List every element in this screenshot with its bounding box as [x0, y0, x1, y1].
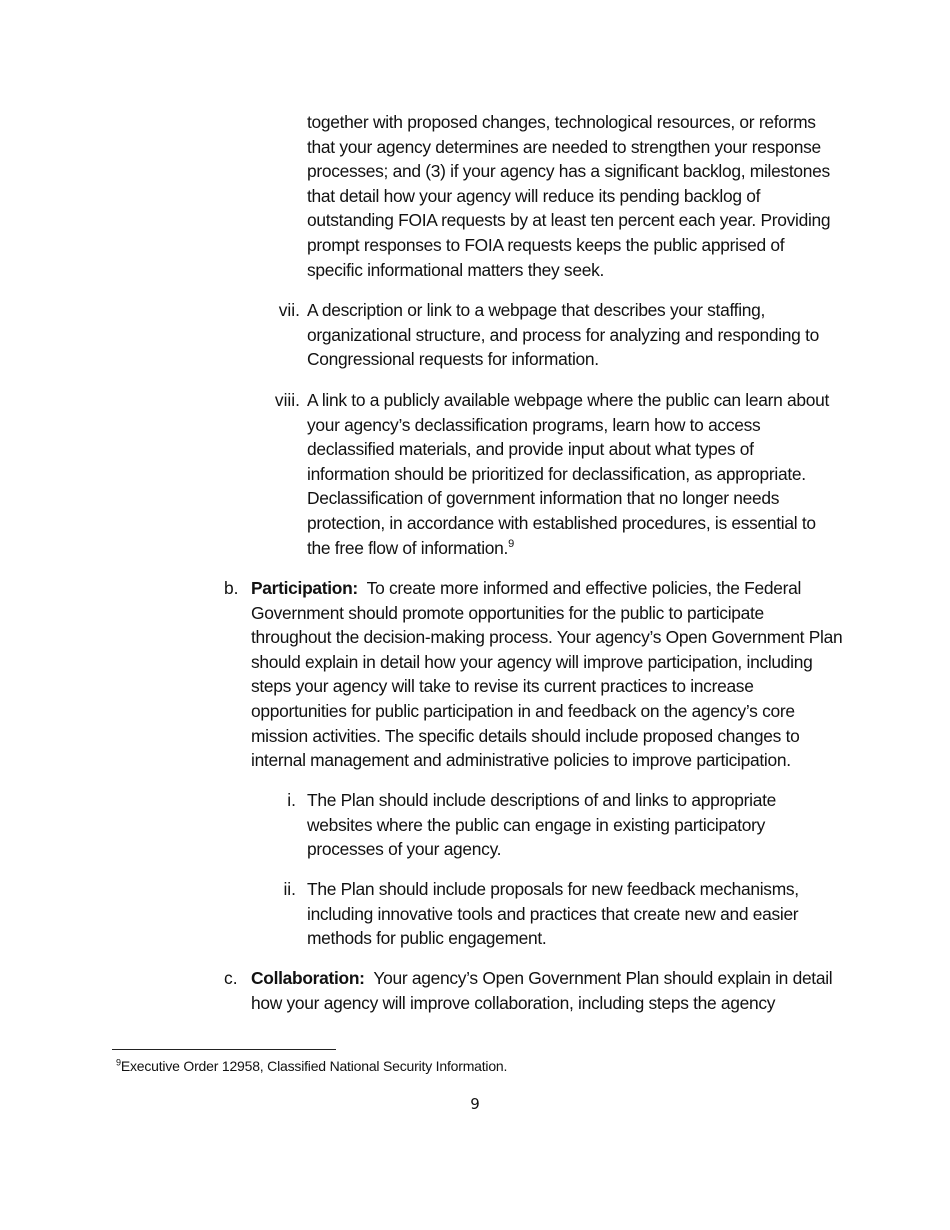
- continued-item-text: together with proposed changes, technological resources, or reforms that your agency determines are needed to strengthen your response processes; and (3) if your agency has a significant backlog, milestones that detail how your agency will reduce its pending backlog of outstanding FOIA requests by at least ten percent each year. Providing prompt responses to FOIA requests keeps the public apprised of specific informational matters they seek.: [307, 112, 831, 280]
- section-b-heading: Participation:: [251, 578, 358, 598]
- section-b-body: To create more informed and effective policies, the Federal Government should promote opportunities for the public to participate throughout the decision-making process. Your agency’s Open Government Plan should explain in detail how your agency will improve participation, including steps your agency will take to revise its current practices to increase opportunities for public participation in and feedback on the agency’s core mission activities. The specific details should include proposed changes to internal management and administrative policies to improve participation.: [251, 578, 843, 771]
- item-ii-marker: ii.: [283, 879, 296, 899]
- footnote-divider: [112, 1049, 336, 1050]
- section-c-heading: Collaboration:: [251, 968, 365, 988]
- section-b-marker: b.: [224, 578, 239, 598]
- item-i-text: The Plan should include descriptions of and links to appropriate websites where the public can engage in existing participatory processes of your agency.: [307, 790, 777, 860]
- section-c-marker: c.: [224, 968, 238, 988]
- footnote-ref-9[interactable]: 9: [508, 537, 514, 550]
- item-viii-marker: viii.: [274, 390, 300, 410]
- item-vii-marker: vii.: [278, 300, 300, 320]
- item-ii-text: The Plan should include proposals for new feedback mechanisms, including innovative tools and practices that create new and easier methods for public engagement.: [307, 879, 799, 949]
- footnote-number: 9: [116, 1057, 121, 1068]
- item-viii-body: A link to a publicly available webpage where the public can learn about your agency’s declassification programs, learn how to access declassified materials, and provide input about what types of information should be prioritized for declassification, as appropriate. Declassification of government information that no longer needs protection, in accordance with established procedures, is essential to the free flow of information.: [307, 390, 830, 558]
- item-vii-text: A description or link to a webpage that describes your staffing, organizational structure, and process for analyzing and responding to Congressional requests for information.: [307, 300, 819, 370]
- item-viii-text: [307, 388, 835, 560]
- section-c-body: Your agency’s Open Government Plan should explain in detail how your agency will improve collaboration, including steps the agency: [251, 968, 833, 1013]
- section-b-text: [251, 576, 843, 773]
- footnote: [116, 1057, 507, 1075]
- item-i-marker: i.: [287, 790, 296, 810]
- section-c-text: [251, 966, 851, 1015]
- page-number: 9: [470, 1095, 480, 1113]
- footnote-text: Executive Order 12958, Classified National Security Information.: [120, 1058, 508, 1074]
